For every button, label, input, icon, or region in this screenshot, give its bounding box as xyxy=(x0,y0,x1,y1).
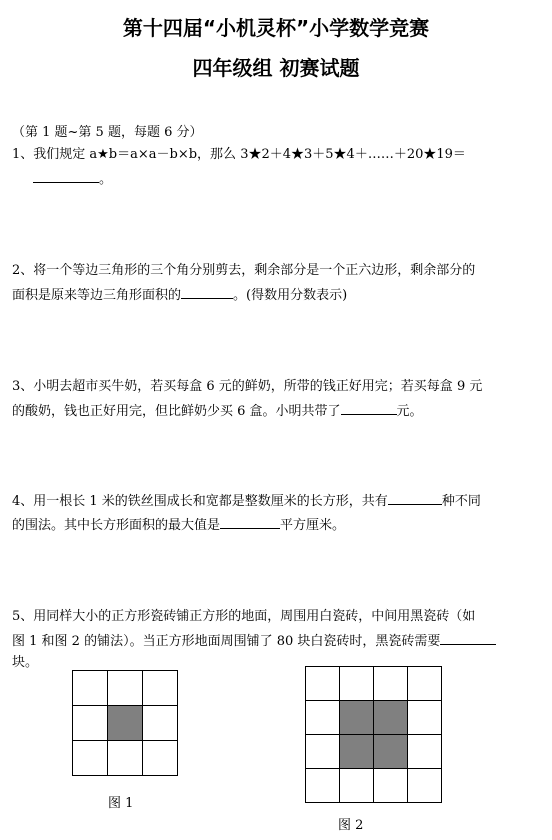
black-tile xyxy=(108,706,143,741)
black-tile xyxy=(374,735,408,769)
black-tile xyxy=(374,701,408,735)
black-tile xyxy=(340,701,374,735)
question-1-line-2: 。 xyxy=(33,170,112,189)
answer-blank-5[interactable] xyxy=(440,632,496,645)
answer-blank-4b[interactable] xyxy=(220,516,280,529)
answer-blank-2[interactable] xyxy=(181,286,233,299)
question-5-line-3: 块。 xyxy=(12,655,39,670)
answer-blank-3[interactable] xyxy=(341,402,397,415)
question-2-line-1: 2、将一个等边三角形的三个角分别剪去，剩余部分是一个正六边形，剩余部分的 xyxy=(12,263,476,278)
page-title: 第十四届“小机灵杯”小学数学竞赛 xyxy=(122,16,430,40)
question-5-line-2: 图 1 和图 2 的铺法）。当正方形地面周围铺了 80 块白瓷砖时，黑瓷砖需要 xyxy=(12,632,496,651)
question-2-line-2: 面积是原来等边三角形面积的 。(得数用分数表示) xyxy=(12,288,348,303)
figure-2-caption: 图 2 xyxy=(338,818,364,833)
question-4-line-2: 的围法。其中长方形面积的最大值是 平方厘米。 xyxy=(12,518,346,533)
section-note: （第 1 题~第 5 题，每题 6 分） xyxy=(12,125,203,140)
question-1-line-1: 1、我们规定 a★b＝a×a－b×b，那么 3★2＋4★3＋5★4＋……＋20★19＝ xyxy=(12,147,466,162)
figure-1-grid xyxy=(72,670,178,776)
question-3-line-2: 的酸奶，钱也正好用完，但比鲜奶少买 6 盒。小明共带了 元。 xyxy=(12,404,423,419)
black-tile xyxy=(340,735,374,769)
answer-blank-4a[interactable] xyxy=(388,492,442,505)
question-5-line-1: 5、用同样大小的正方形瓷砖铺正方形的地面，周围用白瓷砖，中间用黑瓷砖（如 xyxy=(12,609,476,624)
question-3-line-1: 3、小明去超市买牛奶，若买每盒 6 元的鲜奶，所带的钱正好用完；若买每盒 9 元 xyxy=(12,379,483,394)
figure-2-grid xyxy=(305,666,442,803)
question-4-line-1: 4、用一根长 1 米的铁丝围成长和宽都是整数厘米的长方形，共有 种不同 xyxy=(12,494,481,509)
figure-1-caption: 图 1 xyxy=(108,796,134,811)
answer-blank-1[interactable] xyxy=(33,170,99,183)
page-subtitle: 四年级组 初赛试题 xyxy=(192,56,360,80)
